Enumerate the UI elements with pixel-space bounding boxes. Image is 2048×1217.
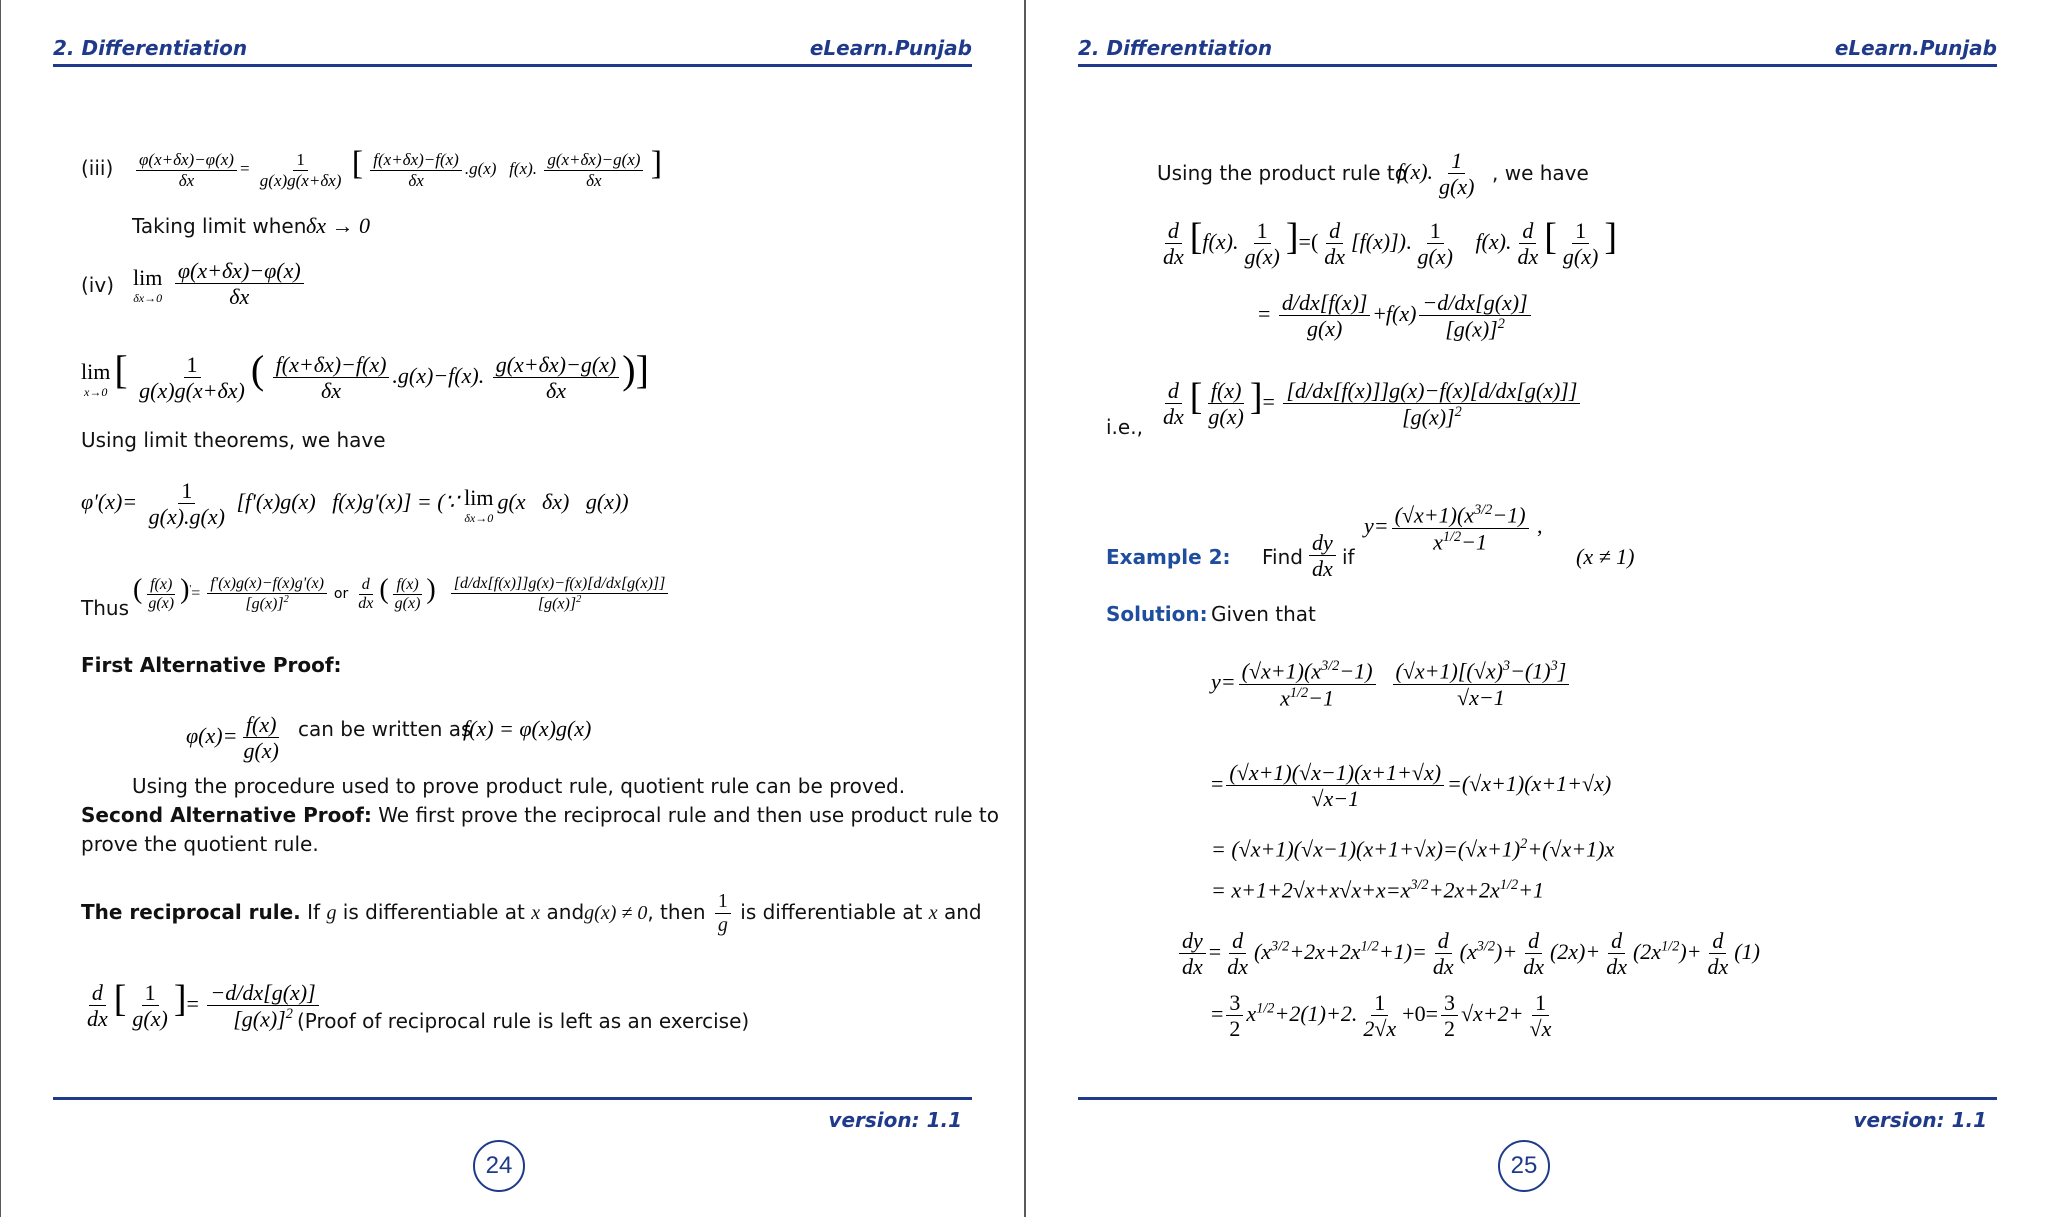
brand-name: eLearn.Punjab <box>809 36 972 60</box>
reciprocal-text-2: is differentiable at <box>342 900 525 924</box>
chapter-title: 2. Differentiation <box>1078 36 1273 60</box>
step-iii-label: (iii) <box>81 156 114 180</box>
example-text: Find <box>1262 545 1303 569</box>
solution-eq-1: y= $\frac{(√x+1)(x^{3/2}-1)}{x^{1/2}-1}$ $\frac{(√x+1)[(√x)^3-(1)^3]}{√x-1}$ <box>1211 658 1572 710</box>
page-number: 25 <box>1498 1140 1550 1192</box>
step-iv-label: (iv) <box>81 273 114 297</box>
example-equation: y= $\frac{(√x+1)(x^{3/2}-1)}{x^{1/2}-1}$ , <box>1364 502 1543 554</box>
limit-theorems-text: Using limit theorems, we have <box>81 428 386 452</box>
reciprocal-rule-statement: The reciprocal rule. If g is differentiable at x andg(x) ≠ 0, then $\frac{1}{g}$ is differentiable at x and <box>81 890 982 936</box>
delta-limit: δx → 0 <box>306 213 370 238</box>
page-number: 24 <box>473 1140 525 1192</box>
example-if: if <box>1342 545 1355 569</box>
solution-eq-2: = $\frac{(√x+1)(√x-1)(x+1+√x)}{√x-1}$ =(√x+1)(x+1+√x) <box>1211 760 1612 812</box>
reciprocal-text-1: If <box>307 900 321 924</box>
product-rule-expr: f(x). $\frac{1}{g(x)}$ <box>1397 148 1475 200</box>
solution-label: Solution: <box>1106 602 1208 626</box>
chapter-title: 2. Differentiation <box>53 36 248 60</box>
example-label: Example 2: <box>1106 545 1231 569</box>
reciprocal-text-5: is differentiable at <box>740 900 923 924</box>
step-iii-equation: $\frac{\varphi(x+\delta x)-\varphi(x)}{\delta x}$ = $\frac{1}{g(x)g(x+\delta x)}$ [ $\frac{f(x+\delta x)-f(x)}{\delta x}$ .g(x) f(x). $\frac{g(x+\delta x)-g(x)}{\delta x}$ ] <box>133 150 662 190</box>
step-iv-equation: lim δx→0 $\frac{\varphi(x+\delta x)-\varphi(x)}{\delta x}$ <box>133 258 307 310</box>
solution-eq-4: = $x+1+2√x+x√x+x=x^{3/2}+2x+2x^{1/2}+1$ <box>1211 877 1544 903</box>
reciprocal-g: g <box>326 902 337 924</box>
reciprocal-condition: g(x) ≠ 0 <box>584 902 648 924</box>
solution-eq-6: = $\frac{3}{2}$ $x^{1/2}+2(1)+2$. $\frac{1}{2√x}$ +0= $\frac{3}{2}$ √x+2+ $\frac{1}{√x}$ <box>1211 990 1552 1042</box>
thus-label: Thus <box>81 596 129 620</box>
reciprocal-equation: $\frac{d}{dx}$ [ $\frac{1}{g(x)}$ ]= $\frac{-d/dx[g(x)]}{[g(x)]^2}$ <box>81 980 322 1032</box>
thus-equation: ( $\frac{f(x)}{g(x)}$ )'= $\frac{f'(x)g(x)-f(x)g'(x)}{[g(x)]^2}$ or $\frac{d}{dx}$ ( $\frac{f(x)}{g(x)}$ ) $\frac{[d/dx[f(x)]]g(x)-f(x)[d/dx[g(x)]]}{[g(x)]^2}$ <box>133 575 671 614</box>
page-header <box>1078 34 1997 67</box>
product-eq-2: = $\frac{d/dx[f(x)]}{g(x)}$ +f(x) $\frac{-d/dx[g(x)]}{[g(x)]^2}$ <box>1258 290 1534 342</box>
brand-name: eLearn.Punjab <box>1834 36 1997 60</box>
page-left <box>1 0 1024 1217</box>
page-footer <box>1078 1097 1997 1132</box>
page-right <box>1026 0 2048 1217</box>
version-label: version: 1.1 <box>828 1108 962 1132</box>
reciprocal-text-6: and <box>944 900 982 924</box>
first-alt-eq-b: f(x) = φ(x)g(x) <box>463 716 592 741</box>
solution-eq-3: = $(√x+1)(√x-1)(x+1+√x)=(√x+1)^2+(√x+1)x$ <box>1211 836 1615 862</box>
first-alt-eq-a: φ(x)= $\frac{f(x)}{g(x)}$ <box>186 712 279 764</box>
first-alt-text: can be written as <box>298 717 472 741</box>
reciprocal-text-4: , then <box>647 900 706 924</box>
taking-limit-text: Taking limit when <box>132 214 307 238</box>
product-rule-text-1: Using the product rule to <box>1157 161 1407 185</box>
example-condition: (x ≠ 1) <box>1576 544 1635 569</box>
reciprocal-heading: The reciprocal rule. <box>81 900 301 924</box>
second-alt-line-1 <box>81 802 999 828</box>
solution-text: Given that <box>1211 602 1316 626</box>
example-dydx: $\frac{dy}{dx}$ <box>1306 530 1339 582</box>
limit-expression: lim x→0 [ $\frac{1}{g(x)g(x+\delta x)}$ ( $\frac{f(x+\delta x)-f(x)}{\delta x}$ .g(x)−f(x). $\frac{g(x+\delta x)-g(x)}{\delta x}$ )] <box>81 346 649 404</box>
version-label: version: 1.1 <box>1853 1108 1987 1132</box>
reciprocal-x: x <box>531 902 541 924</box>
procedure-text: Using the procedure used to prove product rule, quotient rule can be proved. <box>132 774 906 798</box>
second-alt-heading: Second Alternative Proof: <box>81 803 372 827</box>
page-header <box>53 34 972 67</box>
ie-label: i.e., <box>1106 415 1143 439</box>
phi-prime-equation: φ'(x)= $\frac{1}{g(x).g(x)}$ [f'(x)g(x) f(x)g'(x)] = (∵ lim δx→0 g(x δx) g(x)) <box>81 478 629 530</box>
reciprocal-text-3: and <box>546 900 585 924</box>
first-alt-heading: First Alternative Proof: <box>81 653 342 677</box>
quotient-equation: $\frac{d}{dx}$ [ $\frac{f(x)}{g(x)}$ ]= $\frac{[d/dx[f(x)]]g(x)-f(x)[d/dx[g(x)]]}{[g(x)]^2}$ <box>1157 378 1583 430</box>
product-eq-1: $\frac{d}{dx}$ [f(x). $\frac{1}{g(x)}$ ]=( $\frac{d}{dx}$ [f(x)]). $\frac{1}{g(x)}$ f(x). $\frac{d}{dx}$ [ $\frac{1}{g(x)}$ ] <box>1163 215 1617 270</box>
second-alt-text-1: We first prove the reciprocal rule and then use product rule to <box>378 803 999 827</box>
thus-or: or <box>333 586 349 603</box>
solution-eq-5: $\frac{dy}{dx}$ = $\frac{d}{dx}$ $(x^{3/2}+2x+2x^{1/2}+1)=$ $\frac{d}{dx}$ $(x^{3/2})+$ $\frac{d}{dx}$ (2x)+ $\frac{d}{dx}$ $(2x^{1/2})+$ $\frac{d}{dx}$ (1) <box>1176 928 1760 980</box>
second-alt-text-2: prove the quotient rule. <box>81 832 319 856</box>
page-footer <box>53 1097 972 1132</box>
product-rule-text-2: , we have <box>1492 161 1589 185</box>
exercise-note: (Proof of reciprocal rule is left as an exercise) <box>297 1009 750 1033</box>
